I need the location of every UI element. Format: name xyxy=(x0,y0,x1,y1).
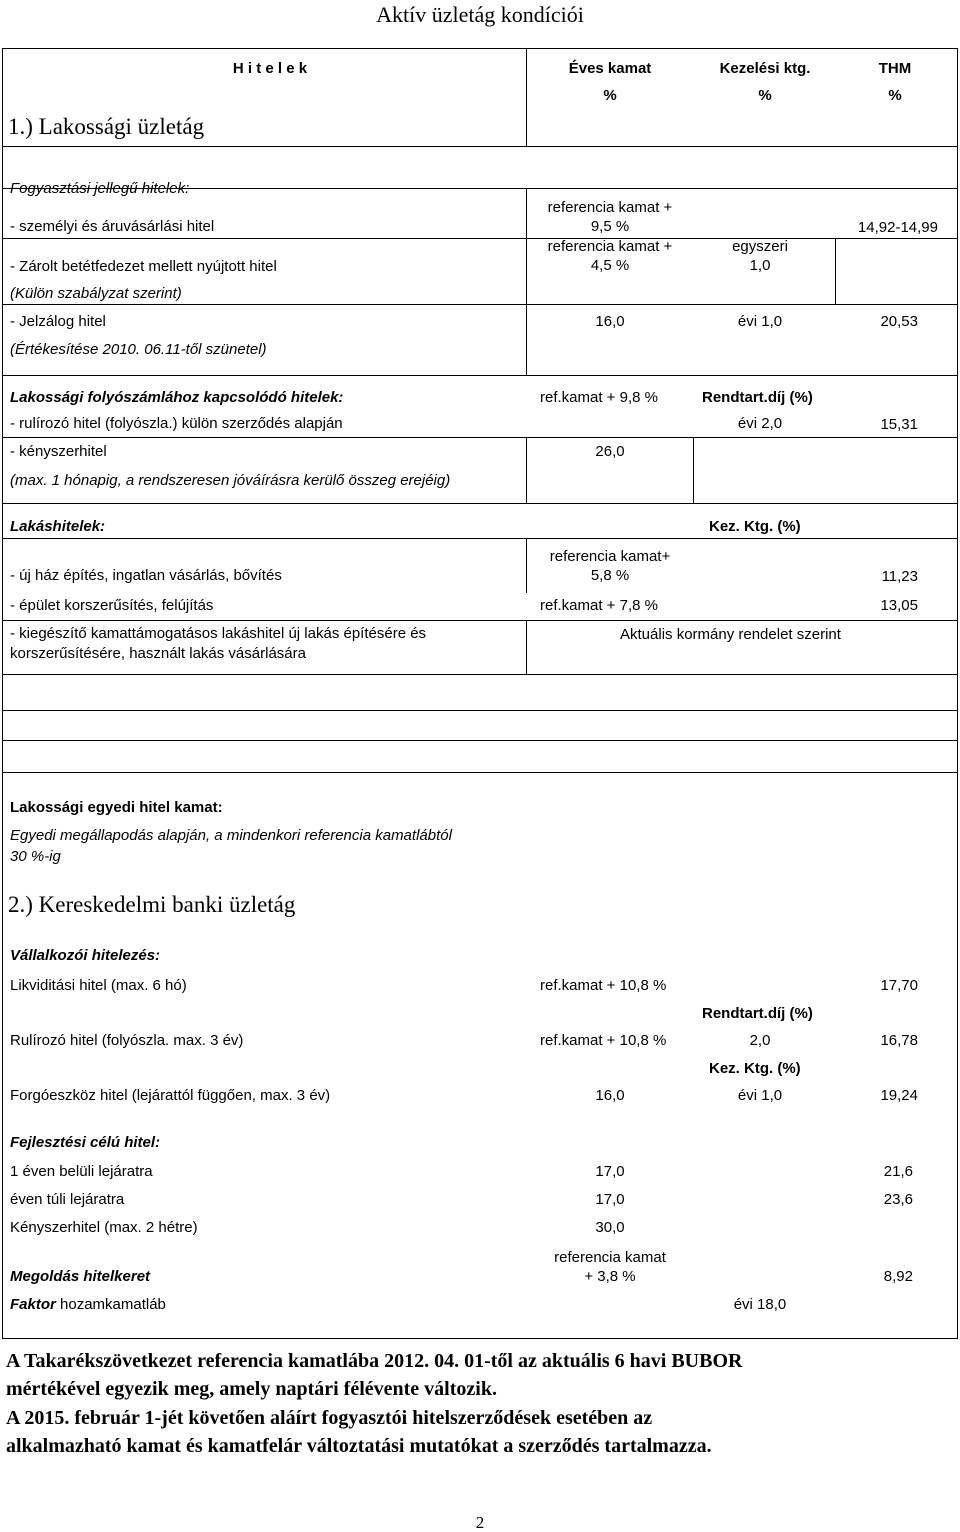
row-fee: évi 18,0 xyxy=(733,1296,787,1313)
row-rate: 4,5 % xyxy=(590,257,630,274)
row-thm: 23,6 xyxy=(883,1191,913,1208)
egyedi-text: Egyedi megállapodás alapján, a mindenkori referencia kamatlábtól xyxy=(10,827,452,844)
row-rate: 30,0 xyxy=(595,1219,625,1236)
row-fee: évi 2,0 xyxy=(737,415,783,432)
col-header-thm: THM xyxy=(878,60,912,77)
row-label: - épület korszerűsítés, felújítás xyxy=(10,597,214,614)
row-rate: ref.kamat + 10,8 % xyxy=(540,1032,667,1049)
col-header-hitelek: H i t e l e k xyxy=(232,60,308,77)
row-rate: referencia kamat xyxy=(554,1249,666,1266)
row-thm: 11,23 xyxy=(881,568,918,585)
row-label: - kiegészítő kamattámogatásos lakáshitel új lakás építésére és xyxy=(10,625,427,642)
egyedi-heading: Lakossági egyedi hitel kamat: xyxy=(10,799,223,816)
page-title: Aktív üzletág kondíciói xyxy=(376,2,584,27)
row-rate: 17,0 xyxy=(595,1163,625,1180)
row-label: korszerűsítésére, használt lakás vásárlására xyxy=(10,645,306,662)
row-label: - Zárolt betétfedezet mellett nyújtott hitel xyxy=(10,258,277,275)
row-note: (Külön szabályzat szerint) xyxy=(10,285,182,302)
egyedi-text: 30 %-ig xyxy=(10,848,61,865)
fogyasztasi-heading: Fogyasztási jellegű hitelek: xyxy=(10,180,190,197)
row-label xyxy=(10,1296,166,1314)
row-fee: egyszeri xyxy=(732,238,788,255)
row-note: (Értékesítése 2010. 06.11-től szünetel) xyxy=(10,341,267,358)
row-rate: 16,0 xyxy=(595,1087,625,1104)
lakashitelek-fee-header: Kez. Ktg. (%) xyxy=(709,518,801,535)
folyoszamla-rate-header: ref.kamat + 9,8 % xyxy=(540,389,658,406)
row-label: Forgóeszköz hitel (lejárattól függően, max. 3 év) xyxy=(10,1087,331,1104)
row-note: (max. 1 hónapig, a rendszeresen jóváírásra kerülő összeg erejéig) xyxy=(10,472,451,489)
row-label: Likviditási hitel (max. 6 hó) xyxy=(10,977,187,994)
row-thm: 17,70 xyxy=(880,977,918,994)
row-fee: 2,0 xyxy=(749,1032,771,1049)
row-label: Megoldás hitelkeret xyxy=(10,1268,151,1285)
footer-note: alkalmazható kamat és kamatfelár változtatási mutatókat a szerződés tartalmazza. xyxy=(6,1435,712,1457)
row-thm: 21,6 xyxy=(883,1163,913,1180)
row-fee: évi 1,0 xyxy=(737,313,783,330)
row-thm: 20,53 xyxy=(880,313,918,330)
row-rate: + 3,8 % xyxy=(584,1268,636,1285)
row-label: - kényszerhitel xyxy=(10,443,107,460)
vallalkozoi-heading: Vállalkozói hitelezés: xyxy=(10,947,161,964)
row-label: - új ház építés, ingatlan vásárlás, bővítés xyxy=(10,567,282,584)
footer-note: A Takarékszövetkezet referencia kamatlába 2012. 04. 01-től az aktuális 6 havi BUBOR xyxy=(6,1350,743,1372)
section2-title: 2.) Kereskedelmi banki üzletág xyxy=(8,892,296,917)
row-label: - személyi és áruvásárlási hitel xyxy=(10,218,215,235)
row-rate: ref.kamat + 7,8 % xyxy=(540,597,658,614)
row-thm: 8,92 xyxy=(883,1268,913,1285)
row-rate: referencia kamat + xyxy=(547,238,673,255)
row-fee-header: Kez. Ktg. (%) xyxy=(709,1060,801,1077)
row-fee-header: Rendtart.díj (%) xyxy=(702,1005,813,1022)
row-rate: referencia kamat + xyxy=(547,199,673,216)
col-header-unit-fee: % xyxy=(758,87,772,104)
row-label: éven túli lejáratra xyxy=(10,1191,125,1208)
row-rate: 17,0 xyxy=(595,1191,625,1208)
row-rate: referencia kamat+ xyxy=(549,548,671,565)
row-thm: 15,31 xyxy=(880,416,918,433)
row-label: 1 éven belüli lejáratra xyxy=(10,1163,153,1180)
row-fee: évi 1,0 xyxy=(737,1087,783,1104)
col-header-unit-thm: % xyxy=(888,87,902,104)
fejlesztesi-heading: Fejlesztési célú hitel: xyxy=(10,1134,161,1151)
folyoszamla-fee-header: Rendtart.díj (%) xyxy=(702,389,813,406)
page-number: 2 xyxy=(475,1513,485,1532)
row-rate: 5,8 % xyxy=(590,567,630,584)
folyoszamla-heading: Lakossági folyószámlához kapcsolódó hitelek: xyxy=(10,389,344,406)
footer-note: mértékével egyezik meg, amely naptári félévente változik. xyxy=(6,1378,497,1400)
row-thm: 14,92-14,99 xyxy=(857,219,938,236)
footer-note: A 2015. február 1-jét követően aláírt fogyasztói hitelszerződések esetében az xyxy=(6,1407,653,1429)
row-label-bold: Faktor xyxy=(10,1296,56,1313)
row-thm: 19,24 xyxy=(880,1087,918,1104)
section1-title: 1.) Lakossági üzletág xyxy=(8,114,205,139)
row-thm: 13,05 xyxy=(880,597,918,614)
col-header-kezelesi: Kezelési ktg. xyxy=(719,60,811,77)
row-fee: 1,0 xyxy=(749,257,771,274)
row-label: Kényszerhitel (max. 2 hétre) xyxy=(10,1219,198,1236)
row-thm: 16,78 xyxy=(880,1032,918,1049)
row-label: - rulírozó hitel (folyószla.) külön szerződés alapján xyxy=(10,415,343,432)
row-label: Rulírozó hitel (folyószla. max. 3 év) xyxy=(10,1032,244,1049)
row-rate: 16,0 xyxy=(595,313,625,330)
col-header-eves-kamat: Éves kamat xyxy=(568,60,652,77)
row-rate: 26,0 xyxy=(595,443,625,460)
row-rate: 9,5 % xyxy=(590,218,630,235)
row-label: - Jelzálog hitel xyxy=(10,313,106,330)
row-label-rest: hozamkamatláb xyxy=(55,1296,166,1313)
row-rate: Aktuális kormány rendelet szerint xyxy=(620,626,841,643)
row-rate: ref.kamat + 10,8 % xyxy=(540,977,667,994)
lakashitelek-heading: Lakáshitelek: xyxy=(10,518,106,535)
col-header-unit-rate: % xyxy=(603,87,617,104)
